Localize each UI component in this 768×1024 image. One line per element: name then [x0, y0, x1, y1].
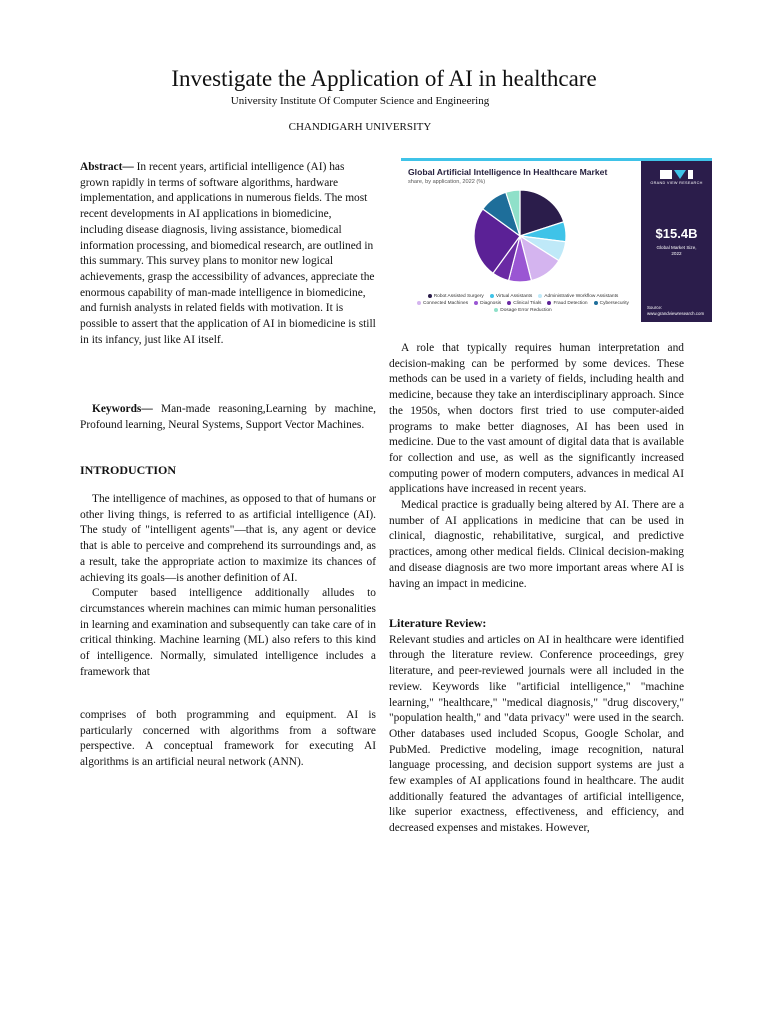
- abstract: [80, 160, 376, 348]
- keywords: [80, 402, 376, 433]
- pie-chart: [473, 189, 567, 283]
- infographic-sidebar: [641, 161, 712, 322]
- legend-swatch: [547, 301, 551, 305]
- introduction-section: [80, 463, 376, 479]
- brand-name: GRAND VIEW RESEARCH: [650, 181, 703, 185]
- intro-continuation: [80, 708, 376, 771]
- legend-label: Dosage Error Reduction: [500, 308, 552, 313]
- source-url: www.grandviewresearch.com: [647, 311, 705, 316]
- paper-title: Investigate the Application of AI in healthcare: [171, 66, 597, 91]
- legend-item: [594, 300, 629, 307]
- source-label: Source:: [647, 305, 663, 310]
- literature-review: [389, 616, 684, 837]
- introduction-body: [80, 492, 376, 680]
- legend-item: [494, 307, 551, 314]
- legend-label: Connected Machines: [423, 301, 469, 306]
- abstract-text: In recent years, artificial intelligence (AI) has grown rapidly in terms of software algorithms, hardware implementation, and applications in numerous fields. The most recent developments in AI applications in biomedicine, including disease diagnosis, living assistance, biomedical information processing, and biomedical research, are outlined in this summary. This survey plans to monitor new logical achievements, grasp the accessibility of advances, appreciate the enormous capability of man-made intelligence in biomedicine, and furnish analysts in related fields with motivation. It is possible to assert that the application of AI in biomedicine is still in its infancy, just like AI itself.: [80, 161, 376, 346]
- infographic-title: Global Artificial Intelligence In Healthcare Market: [408, 167, 608, 177]
- keywords-text: Man-made reasoning,Learning by machine, Profound learning, Neural Systems, Support Vector Machines.: [80, 403, 376, 431]
- intro-paragraph-1: The intelligence of machines, as opposed to that of humans or other living things, is referred to as artificial intelligence (AI). The study of "intelligent agents"—that is, any agent or device that is able to perceive and comprehend its surroundings and, as a result, take the appropriate action to maximize its chances of achieving its goals—is another definition of AI.: [80, 493, 376, 584]
- legend-label: Diagnosis: [480, 301, 502, 306]
- legend-item: [474, 300, 501, 307]
- legend-item: [538, 293, 618, 300]
- affiliation: University Institute Of Computer Science and Engineering: [230, 95, 490, 107]
- legend-label: Administrative Workflow Assistants: [544, 294, 619, 299]
- legend-label: Robot Assisted Surgery: [433, 294, 484, 299]
- legend-item: [417, 300, 468, 307]
- literature-heading: Literature Review:: [389, 616, 487, 630]
- legend-item: [490, 293, 532, 300]
- legend-swatch: [538, 294, 542, 298]
- legend-swatch: [494, 308, 498, 312]
- literature-text: Relevant studies and articles on AI in healthcare were identified through the literature review. Conference proceedings, grey literature, and peer-reviewed journals were all included in the review. Keywords like "artificial intelligence," "machine learning," "healthcare," "medical diagnosis," "drug discovery," "population health," and "data privacy" were used in the search. Other databases used included Scopus, Google Scholar, and PubMed. Predictive modeling, image recognition, natural language processing, and decision support systems are just a few examples of AI applications found in healthcare. The audit additionally featured the advantages of artificial intelligence, like superior exactness, effectiveness, and efficiency, and decreased expenses and mistakes. However,: [389, 633, 684, 835]
- legend-label: Cybersecurity: [599, 301, 629, 306]
- legend-swatch: [428, 294, 432, 298]
- intro-paragraph-2: Computer based intelligence additionally alludes to circumstances wherein machines can mimic human personalities in learning and examination and subsequently can take care of in critical thinking. Machine learning (ML) also refers to this kind of intelligence. Normally, simulated intelligence includes a framework that: [80, 587, 376, 678]
- legend-label: Virtual Assistants: [495, 294, 533, 299]
- legend-swatch: [594, 301, 598, 305]
- legend-label: Clinical Trials: [513, 301, 542, 306]
- right-paragraph-2: Medical practice is gradually being altered by AI. There are a number of AI applications in medicine that can be used in clinical, diagnostic, rehabilitative, surgical, and predictive practices, among other medical fields. Clinical decision-making and disease diagnosis are two more important areas where AI is having an impact in medicine.: [389, 499, 684, 590]
- legend-swatch: [490, 294, 494, 298]
- market-caption-line-1: Global Market Size,: [656, 245, 697, 250]
- legend-item: [507, 300, 541, 307]
- legend-swatch: [417, 301, 421, 305]
- market-caption-line-2: 2022: [671, 251, 682, 256]
- source: [647, 305, 704, 317]
- right-column-body: [389, 341, 684, 592]
- legend-label: Fraud Detection: [553, 301, 588, 306]
- infographic-subtitle: share, by application, 2022 (%): [408, 179, 486, 185]
- introduction-heading: INTRODUCTION: [80, 463, 177, 477]
- right-paragraph-1: A role that typically requires human interpretation and decision-making can be performed by some devices. These methods can be used in a variety of fields, including health and medicine, because they take an interdisciplinary approach. Since the 1950s, when doctors first tried to use computer-aided programs to make better diagnoses, AI has been used in medicine. Due to the vast amount of digital data that is available for collection and use, as well as the significantly increased computing power of modern computers, advances in medical AI applications have increased in recent years.: [389, 342, 684, 496]
- legend-swatch: [507, 301, 511, 305]
- chart-legend: [410, 293, 636, 314]
- intro-paragraph-3: comprises of both programming and equipment. AI is particularly concerned with algorithms from a software perspective. A conceptual framework for executing AI algorithms is an artificial neural network (ANN).: [80, 709, 376, 769]
- abstract-label: Abstract—: [80, 161, 134, 173]
- keywords-label: Keywords—: [92, 403, 153, 415]
- market-infographic: [401, 158, 712, 322]
- market-value: $15.4B: [655, 226, 698, 241]
- legend-swatch: [474, 301, 478, 305]
- legend-item: [428, 293, 484, 300]
- university: CHANDIGARH UNIVERSITY: [288, 121, 432, 133]
- market-caption: [641, 245, 712, 257]
- legend-item: [547, 300, 587, 307]
